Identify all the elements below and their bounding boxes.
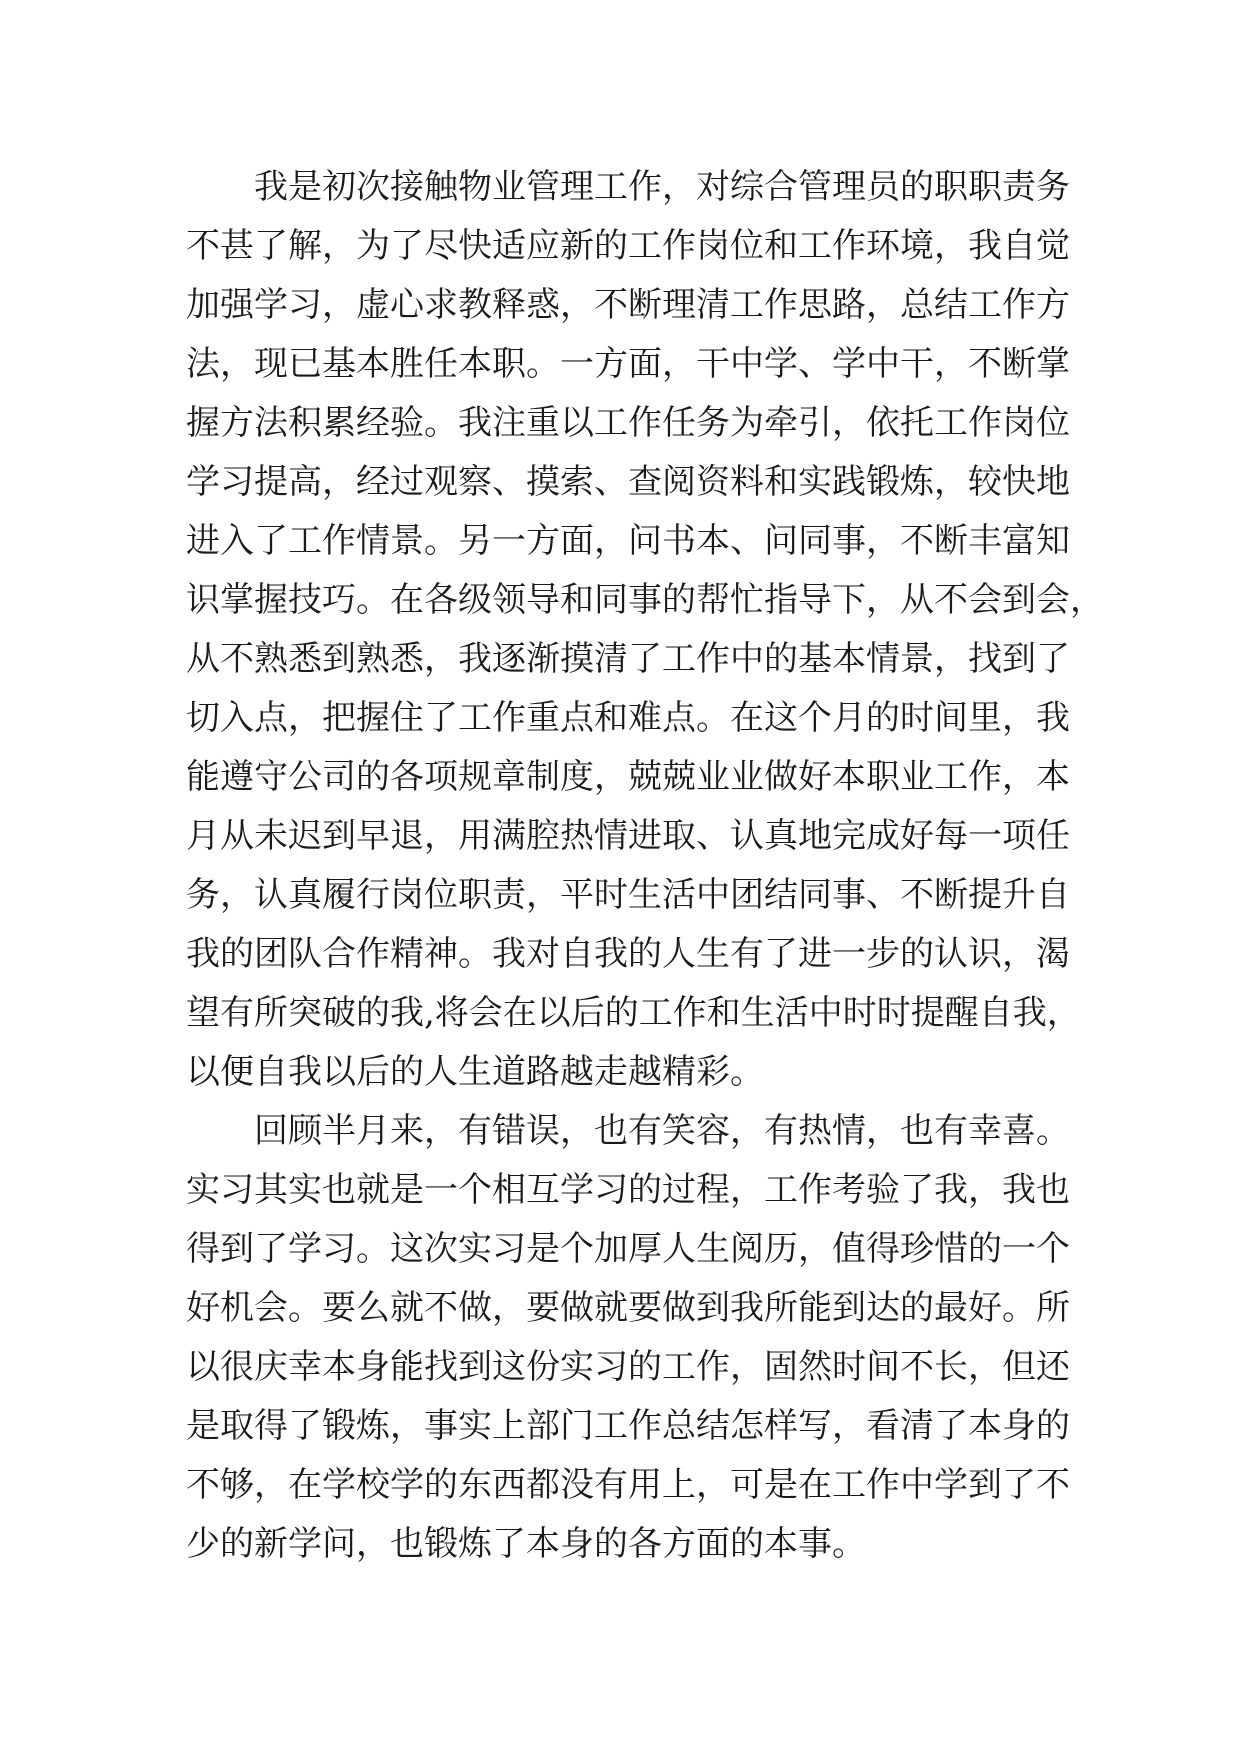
text-line: 月从未迟到早退，用满腔热情进取、认真地完成好每一项任 <box>186 816 1070 856</box>
text-line: 回顾半月来，有错误，也有笑容，有热情，也有幸喜。 <box>254 1111 1070 1151</box>
text-line: 加强学习，虚心求教释惑，不断理清工作思路，总结工作方 <box>186 285 1070 325</box>
text-line: 以很庆幸本身能找到这份实习的工作，固然时间不长，但还 <box>186 1347 1070 1387</box>
text-line: 学习提高，经过观察、摸索、查阅资料和实践锻炼，较快地 <box>186 462 1070 502</box>
text-line: 不甚了解，为了尽快适应新的工作岗位和工作环境，我自觉 <box>186 226 1070 266</box>
text-line: 好机会。要么就不做，要做就要做到我所能到达的最好。所 <box>186 1288 1070 1328</box>
text-line: 得到了学习。这次实习是个加厚人生阅历，值得珍惜的一个 <box>186 1229 1070 1269</box>
text-line: 不够，在学校学的东西都没有用上，可是在工作中学到了不 <box>186 1465 1070 1505</box>
text-line: 握方法积累经验。我注重以工作任务为牵引，依托工作岗位 <box>186 403 1070 443</box>
paragraph-1 <box>186 158 1104 1102</box>
text-line: 望有所突破的我,将会在以后的工作和生活中时时提醒自我， <box>186 993 1081 1033</box>
text-line: 务，认真履行岗位职责，平时生活中团结同事、不断提升自 <box>186 875 1070 915</box>
text-line: 少的新学问，也锻炼了本身的各方面的本事。 <box>186 1524 866 1564</box>
text-line: 我的团队合作精神。我对自我的人生有了进一步的认识，渴 <box>186 934 1070 974</box>
text-line: 切入点，把握住了工作重点和难点。在这个月的时间里，我 <box>186 698 1070 738</box>
text-line: 从不熟悉到熟悉，我逐渐摸清了工作中的基本情景，找到了 <box>186 639 1070 679</box>
text-line: 识掌握技巧。在各级领导和同事的帮忙指导下，从不会到会， <box>186 580 1104 620</box>
text-line: 我是初次接触物业管理工作，对综合管理员的职职责务 <box>254 167 1070 207</box>
body-text <box>186 158 1104 1574</box>
text-line: 实习其实也就是一个相互学习的过程，工作考验了我，我也 <box>186 1170 1070 1210</box>
text-line: 进入了工作情景。另一方面，问书本、问同事，不断丰富知 <box>186 521 1070 561</box>
text-line: 以便自我以后的人生道路越走越精彩。 <box>186 1052 764 1092</box>
paragraph-2 <box>186 1102 1070 1574</box>
text-line: 能遵守公司的各项规章制度，兢兢业业做好本职业工作，本 <box>186 757 1070 797</box>
text-line: 是取得了锻炼，事实上部门工作总结怎样写，看清了本身的 <box>186 1406 1070 1446</box>
text-line: 法，现已基本胜任本职。一方面，干中学、学中干，不断掌 <box>186 344 1070 384</box>
